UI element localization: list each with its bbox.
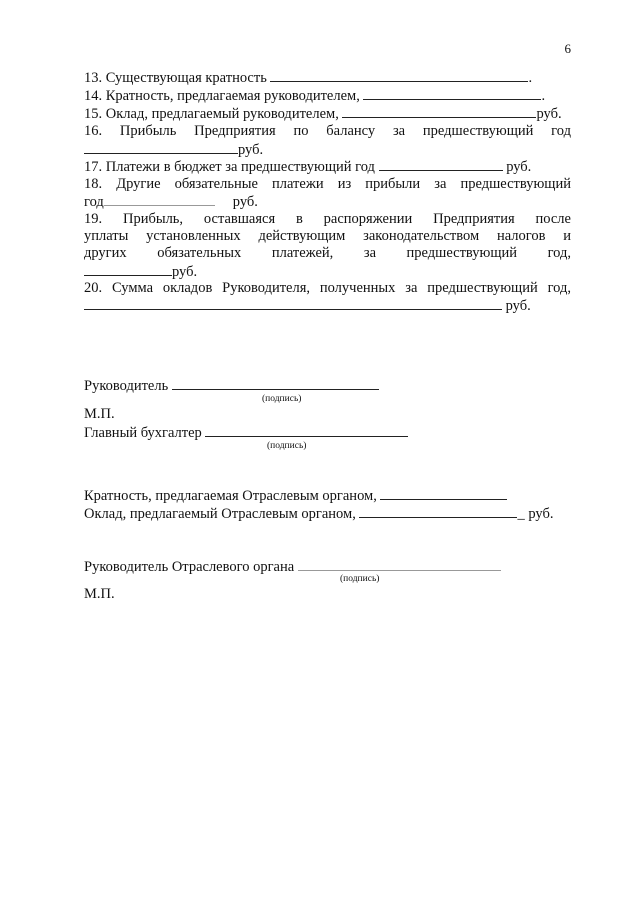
item-18-line-1 bbox=[84, 176, 571, 193]
item-16-line-1 bbox=[84, 123, 571, 140]
item-19-word: в bbox=[295, 211, 303, 227]
item-16-word: по bbox=[293, 123, 309, 139]
item-19-word: оставшаяся bbox=[203, 211, 276, 227]
page-number: 6 bbox=[564, 41, 571, 56]
accountant-label: Главный бухгалтер bbox=[84, 425, 206, 441]
item-19-word: Прибыль, bbox=[122, 211, 184, 227]
item-19-word: распоряжении bbox=[323, 211, 413, 227]
item-19-word: других bbox=[84, 245, 127, 261]
item-16-word: Предприятия bbox=[194, 123, 276, 139]
ministry-head-signature-line bbox=[84, 558, 501, 576]
item-15-blank[interactable] bbox=[342, 105, 536, 118]
ministry-head-label: Руководитель Отраслевого органа bbox=[84, 559, 298, 575]
item-18-blank[interactable] bbox=[104, 193, 215, 206]
item-19-word: налогов bbox=[496, 228, 546, 244]
accountant-signature-line bbox=[84, 424, 408, 442]
item-18-line-2 bbox=[84, 193, 258, 211]
item-20-word: Руководителя, bbox=[222, 280, 311, 296]
item-19-word: предшествующий bbox=[406, 245, 518, 261]
item-18-word: обязательные bbox=[174, 176, 258, 192]
item-15 bbox=[84, 105, 562, 123]
accountant-signature-caption: (подпись) bbox=[267, 441, 307, 451]
item-20-word: за bbox=[405, 280, 418, 296]
item-18-word: из bbox=[337, 176, 352, 192]
item-19-word: обязательных bbox=[157, 245, 242, 261]
item-19-word: платежей, bbox=[271, 245, 334, 261]
ministry-ratio-label: Кратность, предлагаемая Отраслевым органом, bbox=[84, 488, 381, 504]
item-14-blank[interactable] bbox=[363, 87, 541, 100]
item-20-word: предшествующий bbox=[427, 280, 538, 296]
head-signature-caption: (подпись) bbox=[262, 394, 302, 404]
item-16-blank[interactable] bbox=[84, 141, 238, 154]
item-19-word: Предприятия bbox=[433, 211, 515, 227]
item-18-word: Другие bbox=[116, 176, 161, 192]
item-18-tail: руб. bbox=[232, 194, 258, 210]
item-18-word: за bbox=[434, 176, 447, 192]
ministry-seal-mark: М.П. bbox=[84, 586, 115, 602]
item-19-line-4 bbox=[84, 263, 197, 281]
item-20-word: окладов bbox=[162, 280, 213, 296]
item-17-tail: руб. bbox=[502, 159, 532, 175]
item-14 bbox=[84, 87, 545, 105]
ministry-salary-field[interactable] bbox=[359, 505, 517, 518]
item-18-lead: год bbox=[84, 194, 104, 210]
item-16-word: балансу bbox=[326, 123, 376, 139]
ministry-salary-label: Оклад, предлагаемый Отраслевым органом, bbox=[84, 506, 360, 522]
item-15-tail: руб. bbox=[536, 106, 562, 122]
item-19-word: уплаты bbox=[84, 228, 129, 244]
item-16-line-2 bbox=[84, 141, 263, 159]
head-label: Руководитель bbox=[84, 378, 172, 394]
item-20-blank[interactable] bbox=[84, 297, 502, 310]
item-13 bbox=[84, 69, 532, 87]
item-16-tail: руб. bbox=[238, 142, 264, 158]
item-13-blank[interactable] bbox=[270, 69, 528, 82]
head-signature-field[interactable] bbox=[172, 377, 379, 390]
item-18-word: предшествующий bbox=[460, 176, 571, 192]
item-19-word: законодательством bbox=[363, 228, 480, 244]
item-19-line-2 bbox=[84, 228, 571, 245]
item-19-word: установленных bbox=[146, 228, 241, 244]
ministry-salary-tail: _ руб. bbox=[517, 506, 554, 522]
item-18-word: прибыли bbox=[365, 176, 421, 192]
accountant-signature-field[interactable] bbox=[205, 424, 408, 437]
item-20-word: год, bbox=[547, 280, 571, 296]
item-19-line-3 bbox=[84, 245, 571, 262]
item-19-tail: руб. bbox=[172, 264, 198, 280]
item-13-tail: . bbox=[528, 70, 533, 86]
ministry-ratio-line bbox=[84, 487, 507, 505]
item-16-word: Прибыль bbox=[119, 123, 177, 139]
item-14-tail: . bbox=[541, 88, 546, 104]
ministry-head-signature-field[interactable] bbox=[298, 558, 501, 571]
item-17-blank[interactable] bbox=[379, 158, 503, 171]
item-13-label: 13. Существующая кратность bbox=[84, 70, 271, 86]
item-19-blank[interactable] bbox=[84, 263, 172, 276]
item-19-word: и bbox=[563, 228, 571, 244]
item-18-word: платежи bbox=[272, 176, 324, 192]
item-16-word: год bbox=[551, 123, 571, 139]
item-16-word: 16. bbox=[84, 123, 103, 139]
item-17-label: 17. Платежи в бюджет за предшествующий год bbox=[84, 159, 379, 175]
item-19-word: после bbox=[535, 211, 571, 227]
item-15-label: 15. Оклад, предлагаемый руководителем, bbox=[84, 106, 343, 122]
item-20-word: 20. bbox=[84, 280, 103, 296]
item-19-word: 19. bbox=[84, 211, 103, 227]
item-19-word: год, bbox=[547, 245, 571, 261]
ministry-salary-line bbox=[84, 505, 553, 523]
item-16-word: за bbox=[392, 123, 406, 139]
seal-mark: М.П. bbox=[84, 406, 115, 422]
item-20-word: Сумма bbox=[111, 280, 154, 296]
item-19-line-1 bbox=[84, 211, 571, 228]
item-20-tail: руб. bbox=[502, 298, 531, 314]
item-16-word: предшествующий bbox=[422, 123, 534, 139]
item-17 bbox=[84, 158, 531, 176]
item-20-line-1 bbox=[84, 280, 571, 297]
item-20-line-2 bbox=[84, 297, 531, 315]
item-19-word: действующим bbox=[258, 228, 346, 244]
head-signature-line bbox=[84, 377, 379, 395]
ministry-ratio-field[interactable] bbox=[380, 487, 507, 500]
item-18-word: 18. bbox=[84, 176, 103, 192]
item-20-word: полученных bbox=[319, 280, 396, 296]
item-14-label: 14. Кратность, предлагаемая руководителем, bbox=[84, 88, 364, 104]
item-19-word: за bbox=[363, 245, 377, 261]
ministry-head-signature-caption: (подпись) bbox=[340, 574, 380, 584]
